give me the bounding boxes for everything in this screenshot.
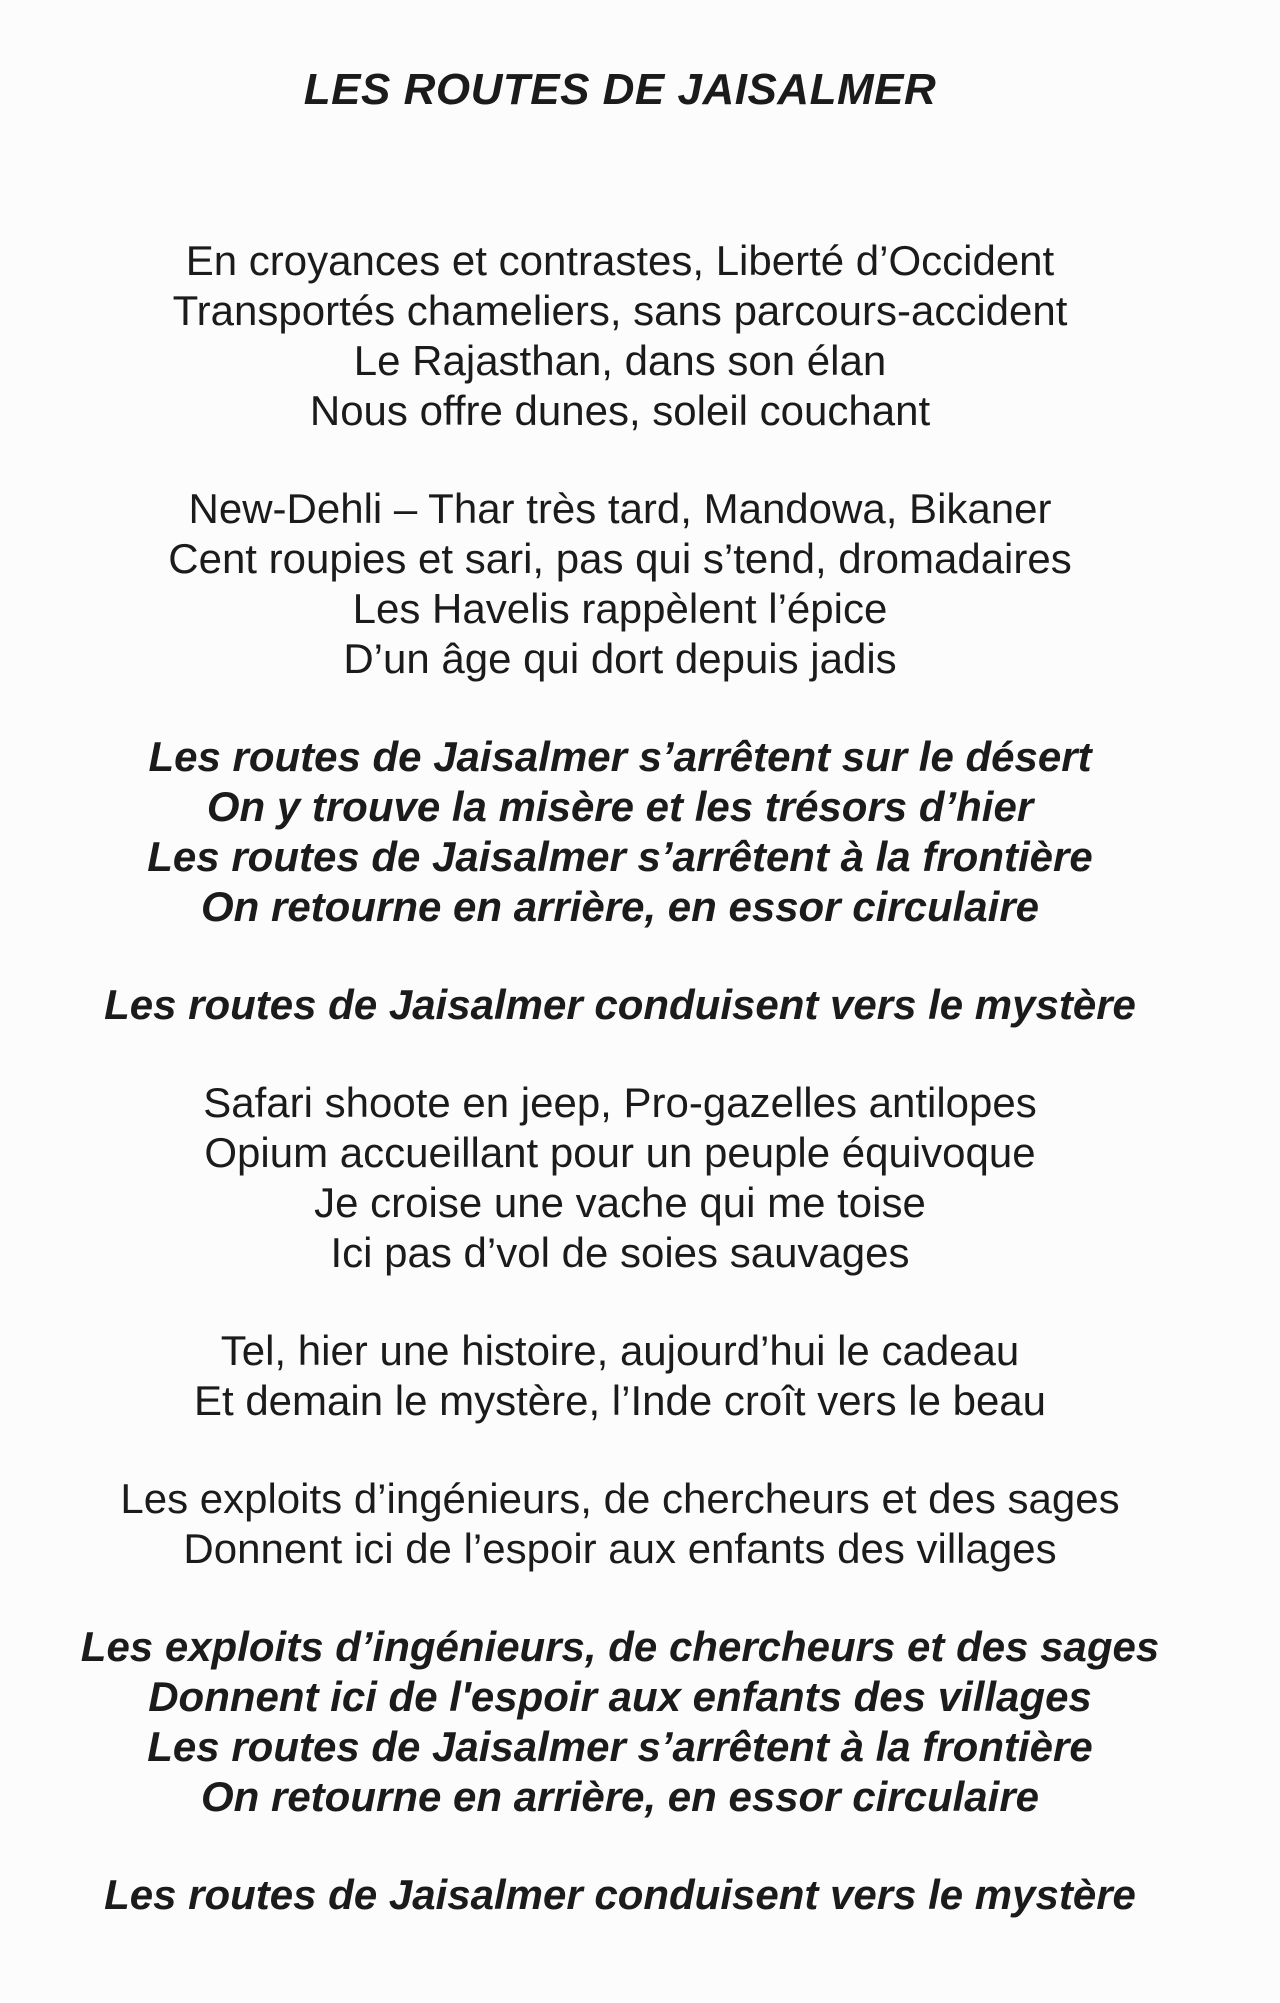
poem-line: Opium accueillant pour un peuple équivoque — [204, 1129, 1036, 1176]
poem-line: Tel, hier une histoire, aujourd’hui le cadeau — [220, 1327, 1020, 1374]
poem-line: Donnent ici de l'espoir aux enfants des villages — [148, 1673, 1092, 1720]
poem-line: Les exploits d’ingénieurs, de chercheurs et des sages — [80, 1623, 1160, 1670]
poem-line: Les routes de Jaisalmer s’arrêtent à la frontière — [147, 1723, 1093, 1770]
poem-line: Les routes de Jaisalmer s’arrêtent à la frontière — [147, 833, 1093, 880]
poem-body — [0, 236, 1240, 1920]
poem-line: Les Havelis rappèlent l’épice — [352, 585, 888, 632]
poem-line: Les routes de Jaisalmer conduisent vers le mystère — [104, 981, 1136, 1028]
poem-title: LES ROUTES DE JAISALMER — [303, 65, 937, 114]
poem-line: On y trouve la misère et les trésors d’hier — [206, 783, 1034, 830]
stanza-7-verse — [0, 1474, 1240, 1574]
stanza-6-verse — [0, 1326, 1240, 1426]
poem-line: D’un âge qui dort depuis jadis — [343, 635, 897, 682]
poem-line: Safari shoote en jeep, Pro-gazelles antilopes — [203, 1079, 1037, 1126]
poem-line: Les routes de Jaisalmer conduisent vers le mystère — [104, 1871, 1136, 1918]
poem-line: En croyances et contrastes, Liberté d’Occident — [185, 237, 1055, 284]
stanza-8-chorus — [0, 1622, 1240, 1822]
stanza-1-verse — [0, 236, 1240, 436]
stanza-5-verse — [0, 1078, 1240, 1278]
stanza-3-chorus — [0, 732, 1240, 932]
stanza-4-chorus — [0, 980, 1240, 1030]
poem-line: Les exploits d’ingénieurs, de chercheurs et des sages — [120, 1475, 1120, 1522]
poem-line: Et demain le mystère, l’Inde croît vers le beau — [193, 1377, 1047, 1424]
poem-line: Donnent ici de l’espoir aux enfants des villages — [183, 1525, 1057, 1572]
poem-line: On retourne en arrière, en essor circulaire — [200, 1773, 1040, 1820]
poem-line: Cent roupies et sari, pas qui s’tend, dromadaires — [168, 535, 1072, 582]
poem-line: Le Rajasthan, dans son élan — [353, 337, 887, 384]
poem-line: Les routes de Jaisalmer s’arrêtent sur le désert — [148, 733, 1092, 780]
poem-line: New-Dehli – Thar très tard, Mandowa, Bikaner — [188, 485, 1052, 532]
stanza-9-chorus — [0, 1870, 1240, 1920]
poem-line: Ici pas d’vol de soies sauvages — [330, 1229, 910, 1276]
poem-line: On retourne en arrière, en essor circulaire — [200, 883, 1040, 930]
poem-line: Nous offre dunes, soleil couchant — [309, 387, 931, 434]
poem-line: Je croise une vache qui me toise — [314, 1179, 926, 1226]
stanza-2-verse — [0, 484, 1240, 684]
poem-line: Transportés chameliers, sans parcours-accident — [172, 287, 1068, 334]
